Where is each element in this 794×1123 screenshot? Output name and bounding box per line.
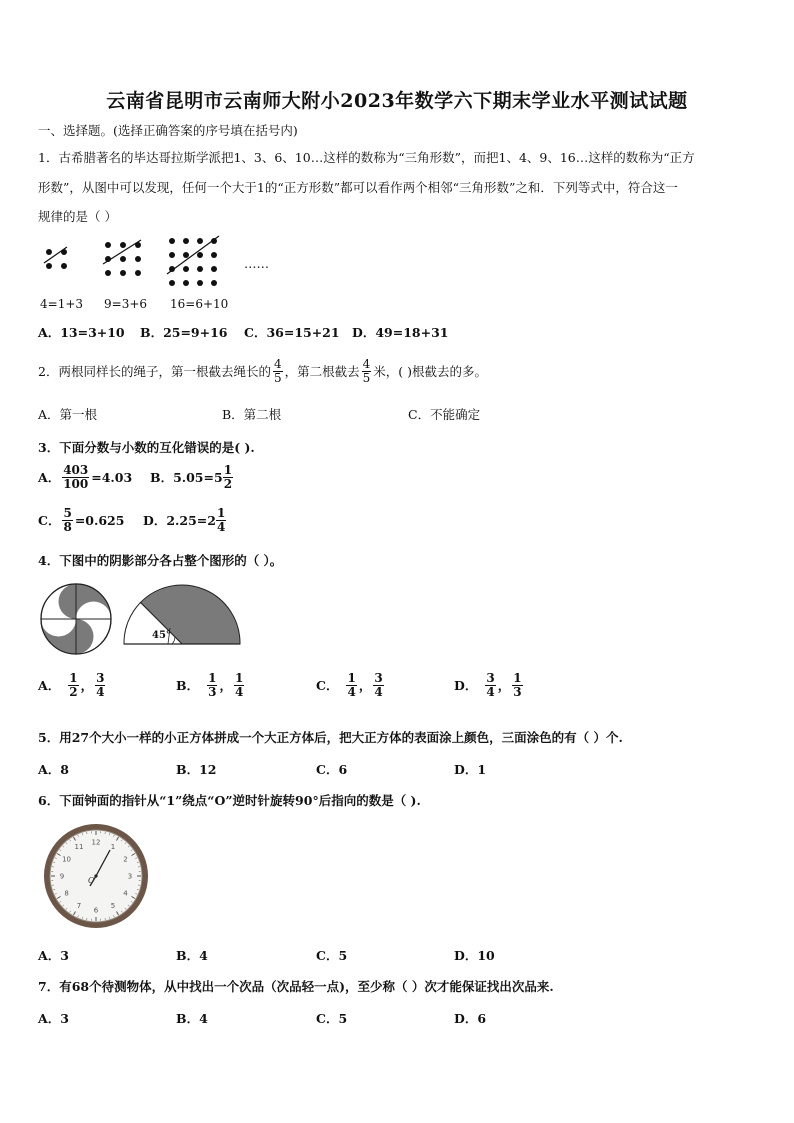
q3-option-b[interactable]	[150, 464, 235, 490]
q4-b-f2-den: 4	[234, 684, 244, 699]
q3-a-num: 403	[63, 463, 89, 477]
q2-frac1-num: 4	[273, 357, 282, 371]
q4-c-label: C．	[316, 678, 339, 694]
q3-option-c[interactable]	[38, 507, 124, 533]
clock-number-5: 5	[110, 901, 116, 910]
q3-b-fraction	[223, 464, 233, 490]
q4-b-f2-num: 1	[234, 671, 244, 685]
q5-stem: 5．用27个大小一样的小正方体拼成一个大正方体后，把大正方体的表面涂上颜色，三面涂色的有（ ）个.	[38, 730, 623, 745]
q4-c-f2-den: 4	[374, 684, 383, 699]
q4-b-label: B．	[176, 678, 200, 694]
q6-option-b[interactable]: B．4	[176, 948, 208, 963]
clock-number-10: 10	[62, 855, 72, 864]
yin-yang-circle-figure	[40, 583, 112, 655]
q3-c-rest: =0.625	[74, 512, 125, 528]
q4-d-label: D．	[454, 678, 478, 694]
q5-option-b[interactable]: B．12	[176, 762, 217, 777]
q6-option-d[interactable]: D．10	[454, 948, 495, 963]
q4-angle-label: 45°	[152, 630, 171, 641]
q5-option-a[interactable]: A．8	[38, 762, 69, 777]
q2-frac1-den: 5	[273, 370, 282, 385]
q2-option-c[interactable]: C．不能确定	[408, 407, 481, 422]
q6-stem: 6．下面钟面的指针从“1”绕点“O”逆时针旋转90°后指向的数是（ ).	[38, 793, 421, 808]
q4-d-f1-den: 4	[486, 684, 495, 699]
q3-d-num: 1	[216, 506, 226, 520]
q3-option-d[interactable]	[143, 507, 228, 533]
q1-option-d[interactable]: D．49=18+31	[352, 325, 449, 340]
q3-b-label: B．5.05=5	[150, 470, 223, 486]
q4-b-sep: ，	[219, 678, 232, 694]
q4-option-b[interactable]	[176, 672, 246, 698]
q7-option-b[interactable]: B．4	[176, 1011, 208, 1026]
q3-a-fraction	[62, 464, 89, 490]
q4-a-f2-num: 3	[96, 671, 105, 685]
q3-a-rest: =4.03	[91, 469, 133, 485]
q1-caption-2: 9=3+6	[104, 297, 148, 311]
q2-stem	[38, 358, 487, 384]
clock-center-label: O	[88, 876, 95, 885]
clock-number-8: 8	[64, 889, 69, 898]
q4-option-a[interactable]	[38, 672, 107, 698]
q4-a-f1-den: 2	[69, 684, 78, 699]
q4-b-f1-den: 3	[208, 684, 217, 699]
q3-b-num: 1	[223, 463, 233, 477]
q4-a-frac2	[95, 672, 105, 698]
q2-stem-pre: 2．两根同样长的绳子，第一根截去绳长的	[38, 364, 271, 380]
clock-number-2: 2	[123, 855, 128, 864]
q2-option-b[interactable]: B．第二根	[222, 407, 282, 422]
q3-d-fraction	[216, 507, 226, 533]
q7-stem: 7．有68个待测物体，从中找出一个次品（次品轻一点)，至少称（ ）次才能保证找出次品来.	[38, 979, 554, 994]
q4-a-label: A．	[38, 678, 61, 694]
q4-d-sep: ，	[497, 678, 511, 694]
clock-number-4: 4	[123, 889, 128, 898]
clock-number-9: 9	[59, 872, 65, 881]
q4-d-f1-num: 3	[486, 671, 495, 685]
clock-number-3: 3	[127, 872, 133, 881]
q7-option-c[interactable]: C．5	[316, 1011, 348, 1026]
page-title: 云南省昆明市云南师大附小2023年数学六下期末学业水平测试试题	[106, 90, 688, 112]
q2-stem-post: 米，( )根截去的多。	[373, 364, 487, 380]
q3-d-den: 4	[216, 519, 226, 534]
clock-number-7: 7	[76, 901, 82, 910]
q7-option-a[interactable]: A．3	[38, 1011, 69, 1026]
clock-face-figure	[42, 822, 150, 930]
q4-b-frac1	[207, 672, 217, 698]
clock-number-6: 6	[93, 906, 99, 915]
q1-ellipsis: ……	[244, 256, 269, 271]
q4-c-frac1	[346, 672, 356, 698]
q6-option-a[interactable]: A．3	[38, 948, 69, 963]
q4-d-frac1	[485, 672, 495, 698]
q5-option-c[interactable]: C．6	[316, 762, 348, 777]
q7-option-d[interactable]: D．6	[454, 1011, 487, 1026]
q1-caption-3: 16=6+10	[170, 297, 229, 311]
q4-b-f1-num: 1	[208, 671, 217, 685]
clock-number-12: 12	[91, 838, 101, 847]
q4-option-d[interactable]	[454, 672, 525, 698]
q6-option-c[interactable]: C．5	[316, 948, 348, 963]
clock-center-dot	[94, 874, 97, 877]
dot-figure-16	[164, 234, 226, 288]
q1-option-c[interactable]: C．36=15+21	[244, 325, 340, 340]
q5-option-d[interactable]: D．1	[454, 762, 487, 777]
q3-a-den: 100	[63, 476, 89, 491]
q4-c-f1-den: 4	[347, 684, 356, 699]
q1-option-b[interactable]: B．25=9+16	[140, 325, 228, 340]
q4-a-sep: ，	[80, 678, 94, 694]
q4-a-f2-den: 4	[96, 684, 105, 699]
q1-caption-1: 4=1+3	[40, 297, 84, 311]
q4-stem: 4．下图中的阴影部分各占整个图形的（ ）。	[38, 553, 283, 568]
q4-d-frac2	[512, 672, 522, 698]
q3-d-label: D．2.25=2	[143, 513, 216, 529]
q3-stem: 3．下面分数与小数的互化错误的是( ).	[38, 440, 255, 455]
q3-c-den: 8	[63, 519, 72, 534]
q1-stem-line3: 规律的是（ ）	[38, 209, 117, 224]
q2-frac2-den: 5	[362, 370, 371, 385]
q4-d-f2-den: 3	[513, 684, 522, 699]
q4-d-f2-num: 1	[513, 671, 522, 685]
q1-option-a[interactable]: A．13=3+10	[38, 325, 125, 340]
q4-b-frac2	[234, 672, 244, 698]
q3-c-label: C．	[38, 513, 61, 529]
q1-stem-line1: 1．古希腊著名的毕达哥拉斯学派把1、3、6、10…这样的数称为“三角形数”，而把1、4、9、16…这样的数称为“正方	[38, 150, 695, 165]
q2-option-a[interactable]: A．第一根	[38, 407, 98, 422]
semicircle-sector-figure	[124, 586, 242, 646]
q1-stem-line2: 形数”，从图中可以发现，任何一个大于1的“正方形数”都可以看作两个相邻“三角形数”之和．下列等式中，符合这一	[38, 180, 678, 195]
dot-figure-9	[100, 238, 148, 282]
dot-figure-4	[40, 244, 80, 274]
q3-c-num: 5	[63, 506, 72, 520]
q4-a-f1-num: 1	[69, 671, 78, 685]
q2-fraction-2	[362, 358, 372, 384]
q3-c-fraction	[62, 507, 72, 533]
q3-b-den: 2	[223, 476, 233, 491]
q2-stem-mid: ，第二根截去	[284, 364, 360, 380]
q4-c-f2-num: 3	[374, 671, 383, 685]
clock-number-11: 11	[74, 843, 84, 852]
q4-c-f1-num: 1	[347, 671, 356, 685]
q4-a-frac1	[68, 672, 78, 698]
q3-option-a[interactable]	[38, 464, 132, 490]
q4-c-frac2	[373, 672, 383, 698]
section-heading: 一、选择题。(选择正确答案的序号填在括号内)	[38, 123, 298, 138]
q2-fraction-1	[273, 358, 283, 384]
clock-number-1: 1	[110, 843, 116, 852]
q4-option-c[interactable]	[316, 672, 386, 698]
q4-c-sep: ，	[358, 678, 372, 694]
q2-frac2-num: 4	[362, 357, 371, 371]
q3-a-label: A．	[38, 470, 61, 486]
